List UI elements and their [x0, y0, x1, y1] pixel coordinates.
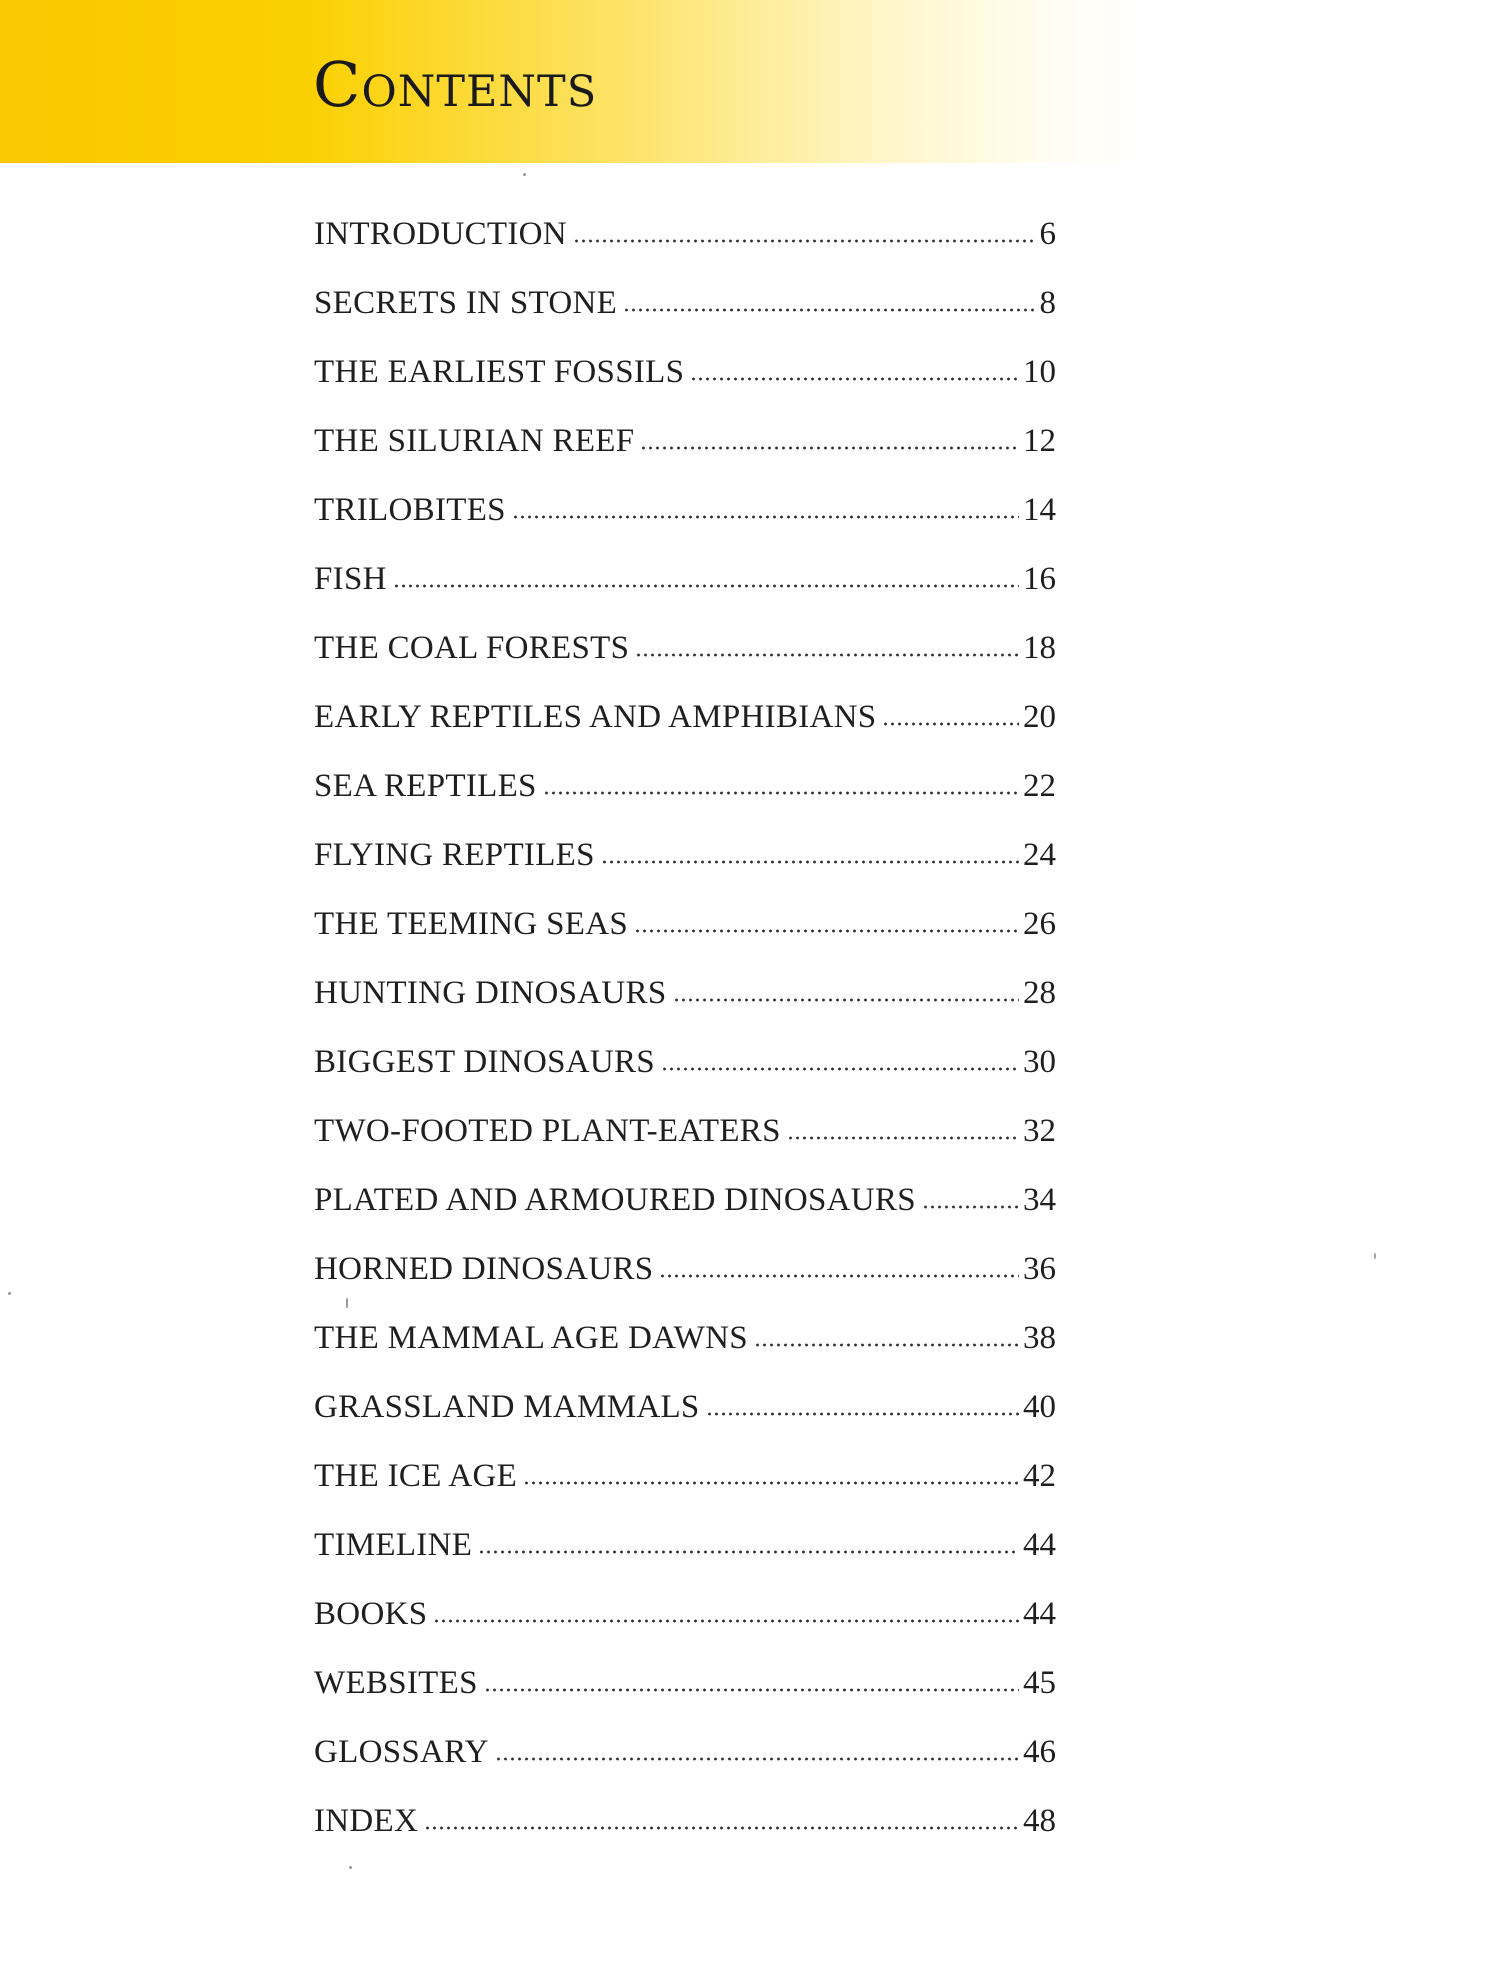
- dot-leader: [673, 998, 1019, 1002]
- scan-speck: [1374, 1253, 1376, 1259]
- toc-entry-label: HUNTING DINOSAURS: [314, 975, 667, 1011]
- toc-entry-page-number: 30: [1023, 1044, 1056, 1080]
- toc-entry-label: THE SILURIAN REEF: [314, 423, 635, 459]
- toc-entry[interactable]: [314, 764, 1056, 833]
- toc-entry[interactable]: [314, 1316, 1056, 1385]
- toc-entry[interactable]: [314, 419, 1056, 488]
- toc-entry-page-number: 44: [1023, 1596, 1056, 1632]
- toc-entry-label: SEA REPTILES: [314, 768, 537, 804]
- toc-entry-page-number: 20: [1023, 699, 1056, 735]
- toc-entry[interactable]: [314, 1661, 1056, 1730]
- toc-entry[interactable]: [314, 626, 1056, 695]
- toc-entry-page-number: 36: [1023, 1251, 1056, 1287]
- toc-entry-page-number: 12: [1023, 423, 1056, 459]
- dot-leader: [634, 929, 1019, 933]
- dot-leader: [623, 308, 1035, 312]
- toc-entry-label: HORNED DINOSAURS: [314, 1251, 654, 1287]
- toc-entry-label: INTRODUCTION: [314, 216, 567, 252]
- toc-entry[interactable]: [314, 488, 1056, 557]
- toc-entry-label: SECRETS IN STONE: [314, 285, 618, 321]
- toc-entry-label: THE EARLIEST FOSSILS: [314, 354, 685, 390]
- dot-leader: [393, 584, 1019, 588]
- dot-leader: [424, 1826, 1019, 1830]
- dot-leader: [543, 791, 1019, 795]
- toc-entry-page-number: 16: [1023, 561, 1056, 597]
- toc-entry-page-number: 24: [1023, 837, 1056, 873]
- toc-entry[interactable]: [314, 557, 1056, 626]
- toc-entry-page-number: 28: [1023, 975, 1056, 1011]
- dot-leader: [523, 1481, 1019, 1485]
- dot-leader: [659, 1274, 1019, 1278]
- toc-entry[interactable]: [314, 1454, 1056, 1523]
- toc-entry-label: GRASSLAND MAMMALS: [314, 1389, 700, 1425]
- table-of-contents: [314, 212, 1056, 1868]
- toc-entry[interactable]: [314, 212, 1056, 281]
- toc-entry-page-number: 14: [1023, 492, 1056, 528]
- toc-entry-label: THE TEEMING SEAS: [314, 906, 629, 942]
- dot-leader: [661, 1067, 1019, 1071]
- toc-entry-label: TWO-FOOTED PLANT-EATERS: [314, 1113, 781, 1149]
- toc-entry-label: THE COAL FORESTS: [314, 630, 630, 666]
- dot-leader: [601, 860, 1019, 864]
- scan-speck: [523, 173, 526, 176]
- toc-entry-page-number: 26: [1023, 906, 1056, 942]
- dot-leader: [787, 1136, 1019, 1140]
- toc-entry-label: TIMELINE: [314, 1527, 473, 1563]
- dot-leader: [484, 1688, 1019, 1692]
- toc-entry[interactable]: [314, 1592, 1056, 1661]
- dot-leader: [573, 239, 1036, 243]
- toc-entry-page-number: 18: [1023, 630, 1056, 666]
- toc-entry-page-number: 38: [1023, 1320, 1056, 1356]
- toc-entry[interactable]: [314, 1178, 1056, 1247]
- toc-entry[interactable]: [314, 1109, 1056, 1178]
- toc-entry-page-number: 45: [1023, 1665, 1056, 1701]
- header-band: [0, 0, 1500, 163]
- toc-entry-label: BOOKS: [314, 1596, 428, 1632]
- dot-leader: [478, 1550, 1019, 1554]
- toc-entry[interactable]: [314, 902, 1056, 971]
- dot-leader: [512, 515, 1019, 519]
- toc-entry-label: WEBSITES: [314, 1665, 478, 1701]
- toc-entry-label: FISH: [314, 561, 387, 597]
- dot-leader: [922, 1205, 1019, 1209]
- toc-entry-label: INDEX: [314, 1803, 419, 1839]
- toc-entry-page-number: 34: [1023, 1182, 1056, 1218]
- toc-entry-label: PLATED AND ARMOURED DINOSAURS: [314, 1182, 916, 1218]
- toc-entry[interactable]: [314, 833, 1056, 902]
- toc-entry-page-number: 22: [1023, 768, 1056, 804]
- toc-entry[interactable]: [314, 1385, 1056, 1454]
- toc-entry-page-number: 6: [1039, 216, 1056, 252]
- toc-entry-page-number: 44: [1023, 1527, 1056, 1563]
- toc-entry-page-number: 46: [1023, 1734, 1056, 1770]
- dot-leader: [690, 377, 1019, 381]
- toc-entry-label: THE ICE AGE: [314, 1458, 518, 1494]
- toc-entry-page-number: 8: [1039, 285, 1056, 321]
- toc-entry-page-number: 10: [1023, 354, 1056, 390]
- toc-entry-label: EARLY REPTILES AND AMPHIBIANS: [314, 699, 877, 735]
- dot-leader: [495, 1757, 1019, 1761]
- toc-entry-page-number: 48: [1023, 1803, 1056, 1839]
- dot-leader: [706, 1412, 1019, 1416]
- toc-entry-label: GLOSSARY: [314, 1734, 489, 1770]
- toc-entry-page-number: 32: [1023, 1113, 1056, 1149]
- toc-entry[interactable]: [314, 350, 1056, 419]
- dot-leader: [882, 722, 1019, 726]
- toc-entry-label: BIGGEST DINOSAURS: [314, 1044, 655, 1080]
- toc-entry[interactable]: [314, 281, 1056, 350]
- dot-leader: [754, 1343, 1019, 1347]
- toc-entry[interactable]: [314, 695, 1056, 764]
- toc-entry[interactable]: [314, 1523, 1056, 1592]
- toc-entry[interactable]: [314, 1247, 1056, 1316]
- toc-entry[interactable]: [314, 971, 1056, 1040]
- scan-speck: [346, 1298, 348, 1308]
- toc-entry-page-number: 40: [1023, 1389, 1056, 1425]
- page-title: Contents: [313, 48, 598, 121]
- scan-speck: [8, 1292, 11, 1295]
- dot-leader: [433, 1619, 1019, 1623]
- toc-entry[interactable]: [314, 1799, 1056, 1868]
- toc-entry-label: FLYING REPTILES: [314, 837, 595, 873]
- toc-entry-page-number: 42: [1023, 1458, 1056, 1494]
- scan-speck: [349, 1866, 352, 1869]
- dot-leader: [640, 446, 1019, 450]
- toc-entry[interactable]: [314, 1730, 1056, 1799]
- toc-entry[interactable]: [314, 1040, 1056, 1109]
- toc-entry-label: THE MAMMAL AGE DAWNS: [314, 1320, 748, 1356]
- toc-entry-label: TRILOBITES: [314, 492, 506, 528]
- dot-leader: [635, 653, 1019, 657]
